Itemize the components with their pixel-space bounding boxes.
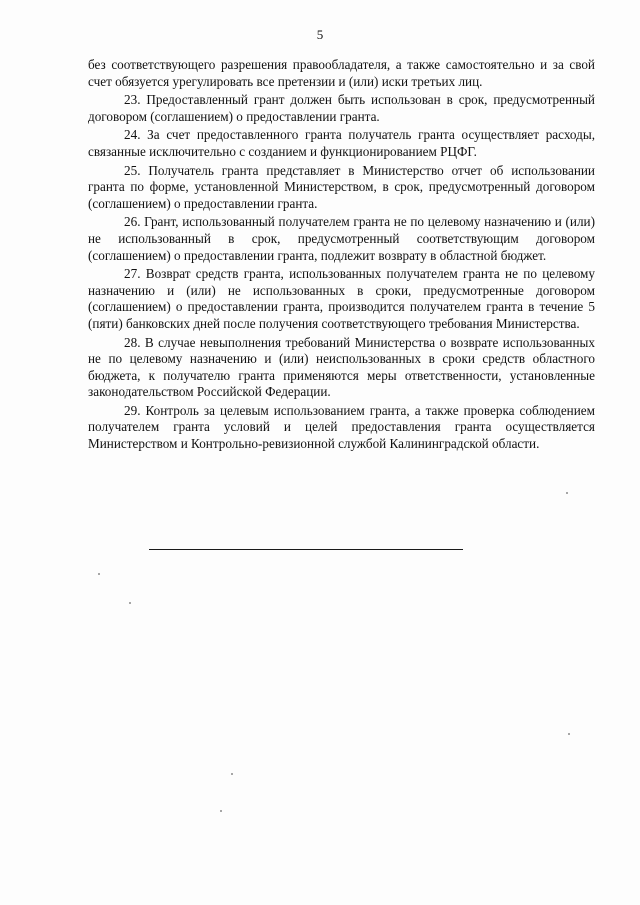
paragraph-continuation: без соответствующего разрешения правообладателя, а также самостоятельно и за свой счет обязуется урегулировать все претензии и (или) иски третьих лиц. [88,57,595,89]
scan-speck [220,810,222,812]
scan-speck [566,492,568,494]
paragraph-29: 29. Контроль за целевым использованием гранта, а также проверка соблюдением получателем гранта условий и целей предоставления гранта осуществляется Министерством и Контрольно-ревизионной службой Калининградской области. [88,402,595,452]
page-number: 5 [316,27,324,42]
paragraph-24: 24. За счет предоставленного гранта получатель гранта осуществляет расходы, связанные исключительно с созданием и функционированием РЦФГ. [88,127,595,159]
scan-speck [98,573,100,575]
paragraph-23: 23. Предоставленный грант должен быть использован в срок, предусмотренный договором (соглашением) о предоставлении гранта. [88,92,595,124]
paragraph-25: 25. Получатель гранта представляет в Министерство отчет об использовании гранта по форме, установленной Министерством, в срок, предусмотренный договором (соглашением) о предоставлении гранта. [88,162,595,211]
scan-speck [129,602,131,604]
paragraph-27: 27. Возврат средств гранта, использованных получателем гранта не по целевому назначению и (или) не использованных в сроки, предусмотренные договором (соглашением) о предоставлении гранта, производится получателем гранта в течение 5 (пяти) банковских дней после получения соответствующего требования Министерства. [88,266,595,331]
scan-speck [231,773,233,775]
document-body [88,57,595,455]
paragraph-26: 26. Грант, использованный получателем гранта не по целевому назначению и (или) не использованный в срок, предусмотренный соответствующим договором (соглашением) о предоставлении гранта, подлежит возврату в областной бюджет. [88,214,595,263]
end-of-text-separator [149,549,463,550]
scan-speck [568,733,570,735]
paragraph-28: 28. В случае невыполнения требований Министерства о возврате использованных не по целевому назначению и (или) неиспользованных в сроки средств областного бюджета, к получателю гранта применяются меры ответственности, установленные законодательством Российской Федерации. [88,334,595,400]
